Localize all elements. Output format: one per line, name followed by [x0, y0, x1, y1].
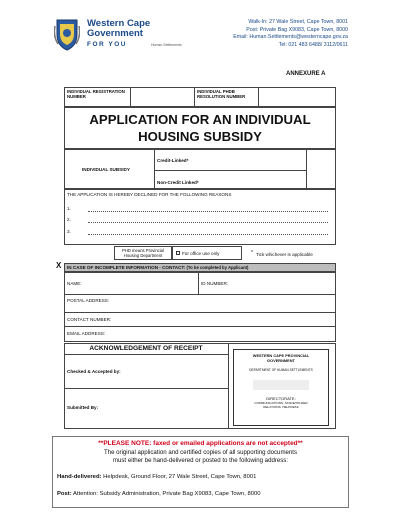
- reason-2-number: 2.: [67, 217, 71, 222]
- reason-3-number: 3.: [67, 229, 71, 234]
- hand-delivered-row: [57, 474, 256, 480]
- logo: [54, 16, 194, 56]
- non-credit-linked-label: Non-Credit Linked*: [157, 180, 199, 185]
- postal-address-label: POSTAL ADDRESS:: [67, 298, 110, 303]
- stamp-dir1: COMMUNICATIONS, STAKEHOLDER: [254, 401, 308, 405]
- office-use-label: For office use only: [182, 251, 220, 256]
- hand-delivered-text: Helpdesk, Ground Floor, 27 Wale Street, Cape Town, 8001: [103, 474, 257, 480]
- reason-1-number: 1.: [67, 206, 71, 211]
- email-address-label: EMAIL ADDRESS:: [67, 331, 106, 336]
- phd-note: PHD means Provincial Housing Department: [122, 248, 164, 258]
- checked-accepted-field[interactable]: [125, 356, 225, 386]
- name-label: NAME:: [67, 281, 82, 286]
- postal-address-field[interactable]: [110, 295, 334, 311]
- name-field[interactable]: [86, 273, 196, 293]
- contact-heading-text: IN CASE OF INCOMPLETE INFORMATION - CONTACT:: [67, 265, 186, 270]
- post-label: Post:: [57, 491, 72, 497]
- id-number-label: ID NUMBER:: [201, 281, 229, 286]
- hand-delivered-label: Hand-delivered:: [57, 474, 102, 480]
- submitted-by-field[interactable]: [110, 390, 225, 427]
- logo-sub: Human Settlements: [151, 43, 182, 47]
- post-address-text: Attention: Subsidy Administration, Private Bag X9083, Cape Town, 8000: [73, 491, 261, 497]
- logo-line3: FOR YOU: [87, 41, 127, 48]
- individual-subsidy-label: INDIVIDUAL SUBSIDY: [82, 167, 130, 172]
- stamp-directorate: DIRECTORATE:: [266, 396, 296, 401]
- id-number-field[interactable]: [232, 273, 334, 293]
- x-mark: X: [56, 261, 62, 270]
- stamp-watermark: [253, 380, 309, 390]
- contact-number-field[interactable]: [115, 313, 334, 325]
- email-address-field[interactable]: [110, 327, 334, 341]
- notice-line2: must either be hand-delivered or posted to the following address:: [112, 457, 289, 464]
- contact-number-label: CONTACT NUMBER:: [67, 317, 112, 322]
- submitted-by-label: Submitted By:: [67, 405, 99, 410]
- credit-linked-label: Credit-Linked*: [157, 158, 189, 163]
- checked-accepted-label: Checked & Accepted by:: [67, 369, 121, 374]
- stamp-title2: GOVERNMENT: [267, 358, 295, 363]
- contact-heading-note: (To be completed by Applicant): [186, 265, 249, 270]
- page-title-line1: APPLICATION FOR AN INDIVIDUAL: [89, 112, 311, 127]
- non-credit-linked-checkbox[interactable]: [307, 171, 335, 188]
- tick-mark-icon: *: [251, 250, 253, 256]
- stamp-dept: DEPARTMENT OF HUMAN SETTLEMENTS: [249, 368, 313, 372]
- credit-linked-checkbox[interactable]: [307, 150, 335, 169]
- declined-heading: THE APPLICATION IS HEREBY DECLINED FOR THE FOLLOWING REASONS: [67, 192, 232, 197]
- individual-reg-field[interactable]: [131, 88, 193, 106]
- post-row: [57, 491, 261, 497]
- stamp-dir2: RELATIONS: HELPDESK: [263, 405, 299, 409]
- individual-phdb-label: INDIVIDUAL PHDB RESOLUTION NUMBER: [197, 89, 246, 99]
- email-text: Email: Human.Settlements@westerncape.gov.za: [233, 34, 348, 41]
- post-text: Post: Private Bag X9083, Cape Town, 8000: [246, 26, 348, 33]
- stamp-title1: WESTERN CAPE PROVINCIAL: [252, 353, 310, 358]
- individual-reg-label: INDIVIDUAL REGISTRATION NUMBER: [67, 89, 125, 99]
- reason-1-line[interactable]: [88, 211, 328, 212]
- contact-block: [233, 19, 348, 49]
- receipt-heading: ACKNOWLEDGEMENT OF RECEIPT: [89, 345, 203, 352]
- page-title-line2: HOUSING SUBSIDY: [138, 129, 262, 144]
- coat-of-arms-icon: [54, 16, 80, 52]
- office-use-checkbox[interactable]: [176, 251, 180, 255]
- page-title: [64, 111, 336, 145]
- logo-line2: Government: [87, 28, 143, 39]
- tel-text: Tel: 021 483 6488/ 3112/0611: [278, 41, 348, 48]
- reason-3-line[interactable]: [88, 234, 328, 235]
- tick-note: Tick whichever is applicable: [256, 252, 313, 257]
- individual-phdb-field[interactable]: [259, 88, 335, 106]
- logo-line1: Western Cape: [87, 18, 151, 29]
- declined-box: [64, 189, 336, 245]
- annexure-label: ANNEXURE A: [286, 71, 326, 77]
- walk-in-text: Walk-In: 27 Wale Street, Cape Town, 8001: [248, 19, 348, 25]
- contact-heading: [67, 265, 248, 270]
- notice-warning: **PLEASE NOTE: faxed or emailed applications are not accepted**: [98, 440, 303, 447]
- reason-2-line[interactable]: [88, 222, 328, 223]
- notice-line1: The original application and certified copies of all supporting documents: [103, 449, 298, 456]
- official-stamp: [233, 349, 329, 426]
